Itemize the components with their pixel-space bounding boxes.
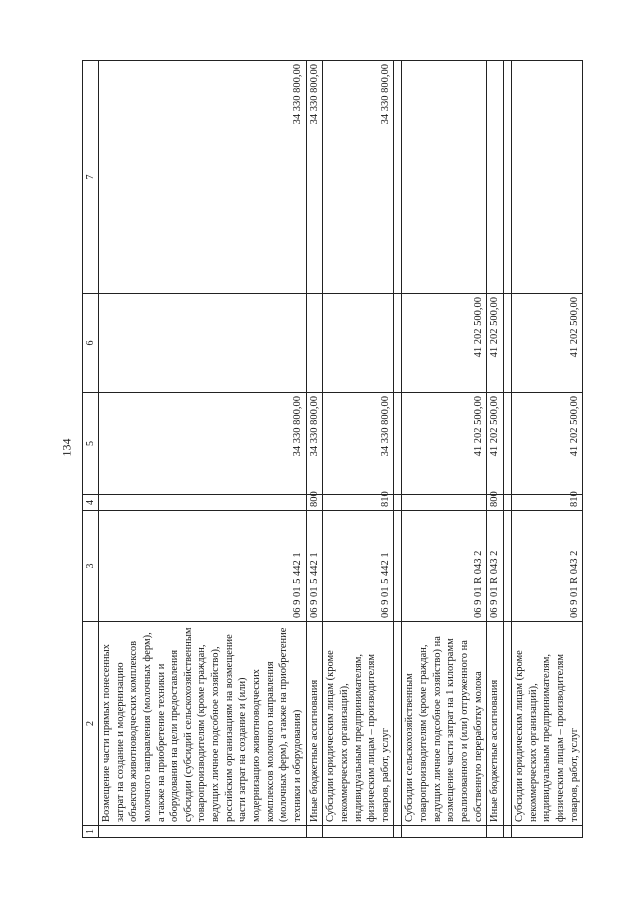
column-number: 5 bbox=[83, 393, 99, 495]
item-name: Субсидии юридическим лицам (кроме некоммерческих организаций), индивидуальным предпринимателям, физическим лицам – производителям товаров, работ, услуг bbox=[511, 622, 582, 826]
amount-col6 bbox=[306, 294, 323, 393]
amount-col7: 34 330 800,00 bbox=[306, 61, 323, 294]
column-number: 2 bbox=[83, 622, 99, 826]
table-row bbox=[99, 61, 307, 838]
table-row bbox=[511, 61, 582, 838]
row-number-cell bbox=[323, 826, 394, 838]
classification-code: 06 9 01 5 442 1 bbox=[306, 511, 323, 622]
column-number: 4 bbox=[83, 495, 99, 511]
row-number-cell bbox=[402, 826, 487, 838]
amount-col5: 41 202 500,00 bbox=[511, 393, 582, 495]
classification-code: 06 9 01 5 442 1 bbox=[323, 511, 394, 622]
classification-code: 06 9 01 R 043 2 bbox=[402, 511, 487, 622]
amount-col5: 41 202 500,00 bbox=[487, 393, 504, 495]
row-number-cell bbox=[99, 826, 307, 838]
classification-code: 06 9 01 5 442 1 bbox=[99, 511, 307, 622]
amount-col5: 41 202 500,00 bbox=[402, 393, 487, 495]
expense-type bbox=[402, 495, 487, 511]
row-number-cell bbox=[511, 826, 582, 838]
expense-type: 800 bbox=[487, 495, 504, 511]
expense-type: 810 bbox=[511, 495, 582, 511]
table-row bbox=[323, 61, 394, 838]
column-number-row bbox=[83, 61, 99, 838]
amount-col7 bbox=[487, 61, 504, 294]
amount-col6: 41 202 500,00 bbox=[487, 294, 504, 393]
column-number: 3 bbox=[83, 511, 99, 622]
separator-row bbox=[394, 61, 402, 838]
table-row bbox=[306, 61, 323, 838]
amount-col6 bbox=[99, 294, 307, 393]
row-number-cell bbox=[306, 826, 323, 838]
expense-type bbox=[99, 495, 307, 511]
budget-table-rotated bbox=[82, 61, 580, 838]
amount-col5: 34 330 800,00 bbox=[323, 393, 394, 495]
amount-col5: 34 330 800,00 bbox=[306, 393, 323, 495]
item-name: Иные бюджетные ассигнования bbox=[306, 622, 323, 826]
row-number-cell bbox=[487, 826, 504, 838]
amount-col5: 34 330 800,00 bbox=[99, 393, 307, 495]
page-number: 134 bbox=[59, 438, 74, 457]
column-number: 6 bbox=[83, 294, 99, 393]
amount-col6: 41 202 500,00 bbox=[402, 294, 487, 393]
amount-col7 bbox=[511, 61, 582, 294]
amount-col6: 41 202 500,00 bbox=[511, 294, 582, 393]
item-name: Субсидии сельскохозяйственным товаропроизводителям (кроме граждан, ведущих личное подсобное хозяйство) на возмещение части затрат на 1 килограмм реализованного и (или) отгруженного на собственную переработку молока bbox=[402, 622, 487, 826]
table-row bbox=[487, 61, 504, 838]
item-name: Субсидии юридическим лицам (кроме некоммерческих организаций), индивидуальным предпринимателям, физическим лицам – производителям товаров, работ, услуг bbox=[323, 622, 394, 826]
amount-col7: 34 330 800,00 bbox=[99, 61, 307, 294]
table-row bbox=[402, 61, 487, 838]
expense-type: 810 bbox=[323, 495, 394, 511]
column-number: 1 bbox=[83, 826, 99, 838]
classification-code: 06 9 01 R 043 2 bbox=[511, 511, 582, 622]
column-number: 7 bbox=[83, 61, 99, 294]
item-name: Иные бюджетные ассигнования bbox=[487, 622, 504, 826]
amount-col7: 34 330 800,00 bbox=[323, 61, 394, 294]
expense-type: 800 bbox=[306, 495, 323, 511]
separator-row bbox=[503, 61, 511, 838]
amount-col7 bbox=[402, 61, 487, 294]
amount-col6 bbox=[323, 294, 394, 393]
budget-table bbox=[82, 60, 583, 838]
classification-code: 06 9 01 R 043 2 bbox=[487, 511, 504, 622]
item-name: Возмещение части прямых понесенных затрат на создание и модернизацию объектов животноводческих комплексов молочного направления (молочных ферм), а также на приобретение техники и оборудования на цели предоставления субсидии (субсидий сельскохозяйственным товаропроизводителям (кроме граждан, ведущих личное подсобное хозяйство), российским организациям на возмещение части затрат на создание и (или) модернизацию животноводческих комплексов молочного направления (молочных ферм), а также на приобретение техники и оборудования) bbox=[99, 622, 307, 826]
